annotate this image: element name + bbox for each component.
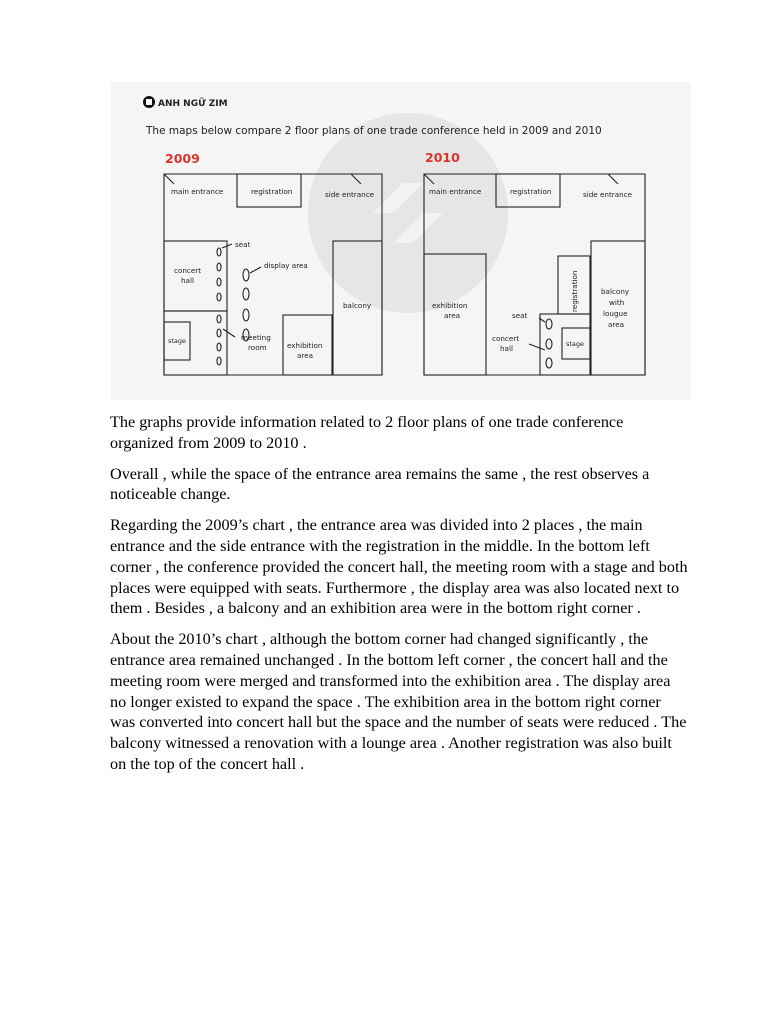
year-2009-title: 2009	[165, 151, 200, 166]
label-exhibition-area: exhibition	[432, 301, 468, 310]
floor-plan-diagram	[111, 82, 691, 400]
brand-name: ANH NGỮ ZIM	[158, 99, 228, 109]
label-exhibition-area-2: area	[297, 351, 314, 360]
seat-icon	[217, 263, 221, 271]
label-registration-vertical: registration	[570, 270, 579, 312]
label-seat: seat	[512, 311, 528, 320]
label-registration: registration	[510, 187, 552, 196]
label-main-entrance: main entrance	[429, 187, 482, 196]
year-2010-title: 2010	[425, 150, 460, 165]
display-item-icon	[243, 269, 249, 281]
display-item-icon	[243, 288, 249, 300]
essay-body	[110, 412, 690, 785]
label-concert-hall: concert	[492, 334, 520, 343]
label-side-entrance: side entrance	[325, 190, 375, 199]
essay-paragraph-2: Overall , while the space of the entrance area remains the same , the rest observes a noticeable change.	[110, 464, 650, 504]
seat-icon	[217, 357, 221, 365]
seat-icon	[546, 319, 552, 329]
label-main-entrance: main entrance	[171, 187, 224, 196]
label-meeting-room: meeting	[241, 333, 271, 342]
label-balcony: balcony	[601, 287, 630, 296]
seat-icon	[217, 248, 221, 256]
seat-icon	[217, 293, 221, 301]
label-balcony-4: area	[608, 320, 625, 329]
label-exhibition-area-2: area	[444, 311, 461, 320]
seat-icon	[546, 358, 552, 368]
label-stage: stage	[168, 337, 187, 345]
seat-icon	[217, 343, 221, 351]
label-meeting-room-2: room	[248, 343, 267, 352]
seat-icon	[546, 339, 552, 349]
display-item-icon	[243, 309, 249, 321]
essay-paragraph-1: The graphs provide information related to 2 floor plans of one trade conference organized from 2009 to 2010 .	[110, 413, 624, 452]
floor-plan-figure	[111, 82, 691, 400]
label-balcony-2: with	[609, 298, 625, 307]
seat-icon	[217, 329, 221, 337]
label-concert-hall-2: hall	[500, 344, 513, 353]
label-balcony-3: lougue	[603, 309, 628, 318]
watermark-logo	[308, 113, 508, 313]
seat-icon	[217, 278, 221, 286]
figure-caption: The maps below compare 2 floor plans of one trade conference held in 2009 and 2010	[146, 125, 602, 137]
label-exhibition-area: exhibition	[287, 341, 323, 350]
label-display-area: display area	[264, 261, 308, 270]
label-seat: seat	[235, 240, 251, 249]
label-registration: registration	[251, 187, 293, 196]
label-concert-hall-2: hall	[181, 276, 194, 285]
essay-paragraph-4: About the 2010’s chart , although the bottom corner had changed significantly , the entrance area remained unchanged . In the bottom left corner , the concert hall and the meeting room were merged and transformed into the exhibition area . The display area no longer existed to expand the space . The exhibition area in the bottom right corner was converted into concert hall but the space and the number of seats were reduced . The balcony witnessed a renovation with a lounge area . Another registration was also built on the top of the concert hall .	[110, 630, 687, 773]
label-concert-hall: concert	[174, 266, 202, 275]
label-side-entrance: side entrance	[583, 190, 633, 199]
seat-icon	[217, 315, 221, 323]
plan-2010-balcony-box	[591, 241, 645, 375]
essay-paragraph-3: Regarding the 2009’s chart , the entrance area was divided into 2 places , the main entrance and the side entrance with the registration in the middle. In the bottom left corner , the conference provided the concert hall, the meeting room with a stage and both places were equipped with seats. Furthermore , the display area was also located next to them . Besides , a balcony and an exhibition area were in the bottom right corner .	[110, 516, 688, 618]
label-stage: stage	[566, 340, 585, 348]
label-balcony: balcony	[343, 301, 372, 310]
